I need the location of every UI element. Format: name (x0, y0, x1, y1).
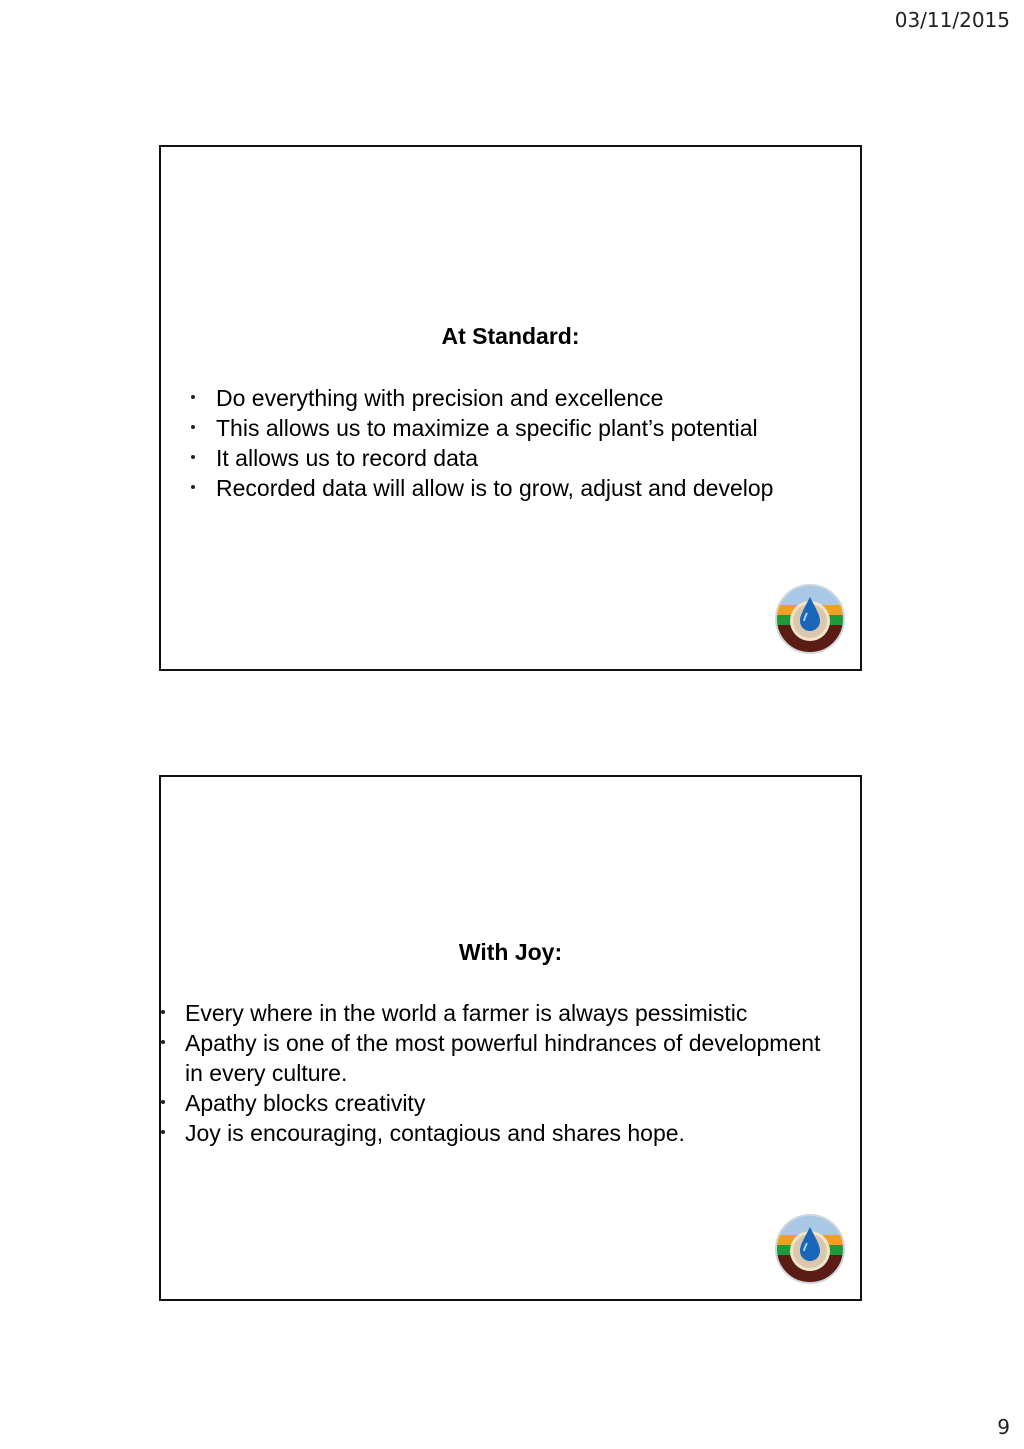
list-item: This allows us to maximize a specific plant’s potential (189, 413, 849, 443)
bullet-icon (191, 395, 195, 399)
bullet-icon (161, 1100, 165, 1104)
list-item: Recorded data will allow is to grow, adjust and develop (189, 473, 849, 503)
page-number: 9 (997, 1415, 1010, 1439)
foundations-for-farming-logo-icon (774, 583, 846, 655)
slide-title: With Joy: (458, 939, 563, 965)
bullet-list (161, 998, 841, 1148)
bullet-icon (161, 1040, 165, 1044)
slide-with-joy (159, 775, 862, 1301)
list-item: Do everything with precision and excellence (189, 383, 849, 413)
list-item: Joy is encouraging, contagious and shares hope. (161, 1118, 841, 1148)
bullet-icon (191, 485, 195, 489)
list-item: Apathy is one of the most powerful hindrances of development in every culture. (161, 1028, 841, 1088)
list-item: Apathy blocks creativity (161, 1088, 841, 1118)
slide-at-standard (159, 145, 862, 671)
bullet-icon (191, 455, 195, 459)
bullet-icon (161, 1130, 165, 1134)
bullet-list (189, 383, 849, 503)
bullet-icon (191, 425, 195, 429)
page-date: 03/11/2015 (894, 8, 1010, 32)
list-item: It allows us to record data (189, 443, 849, 473)
list-item: Every where in the world a farmer is always pessimistic (161, 998, 841, 1028)
bullet-icon (161, 1010, 165, 1014)
slide-title: At Standard: (441, 323, 580, 349)
foundations-for-farming-logo-icon (774, 1213, 846, 1285)
